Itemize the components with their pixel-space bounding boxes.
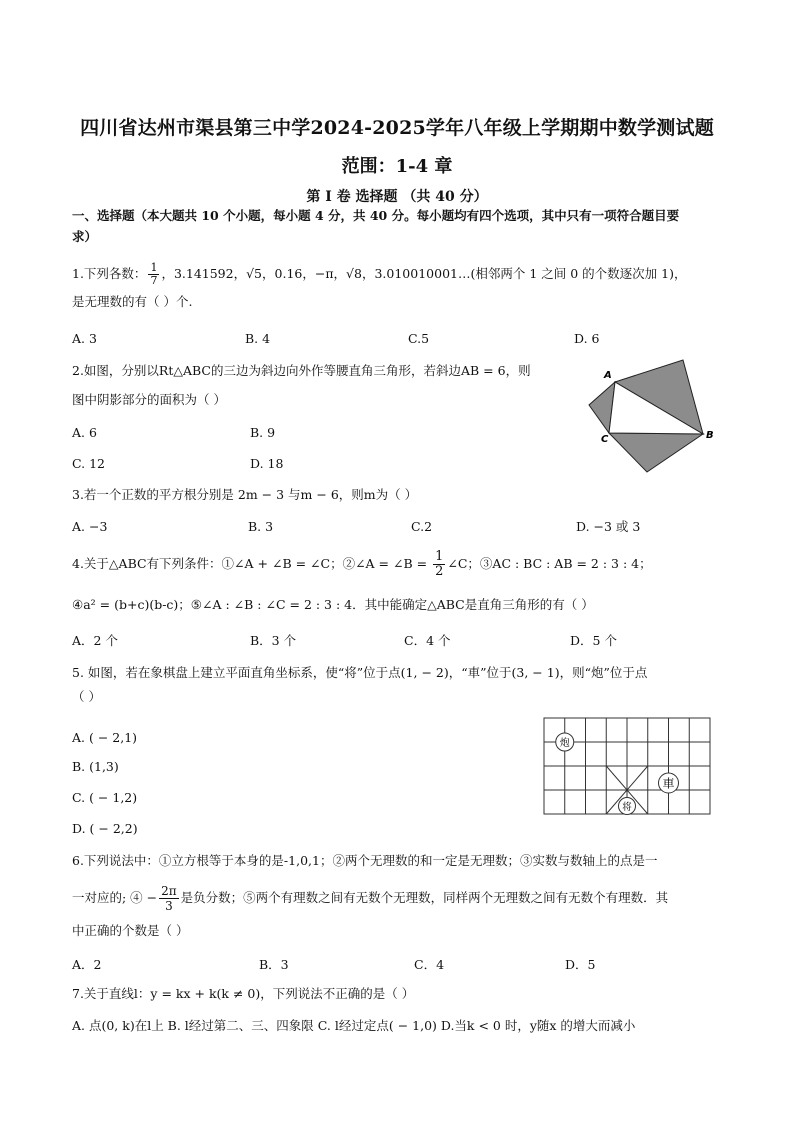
q1-stem-line2: 是无理数的有（ ）个. [72,294,193,309]
q6-option-c: C．4 [414,957,445,972]
q2-option-b: B. 9 [250,425,276,440]
page-title: 四川省达州市渠县第三中学2024-2025学年八年级上学期期中数学测试题 [80,117,714,139]
q1-option-a: A. 3 [72,331,97,346]
q4-option-a: A．2 个 [72,633,118,648]
q2-stem-line2: 图中阴影部分的面积为（ ） [72,392,226,407]
section-instructions-line2: 求） [72,229,98,244]
q1-fraction [148,262,159,287]
q6-fraction-numerator: 2π [161,884,177,898]
q1-prefix: 1.下列各数： [72,266,147,281]
q1-option-d: D. 6 [574,331,600,346]
q7-stem: 7.关于直线l：y = kx + k(k ≠ 0)，下列说法不正确的是（ ） [72,986,415,1001]
q6-part-a: 一对应的; ④ − [72,890,158,905]
q1-option-c: C.5 [408,331,430,346]
q2-option-a: A. 6 [72,425,97,440]
label-c: C [601,434,609,445]
q4-fraction-denominator: 2 [435,564,444,579]
q6-fraction-denominator: 3 [165,899,173,913]
q6-stem-line3: 中正确的个数是（ ） [72,923,189,938]
q5-option-b: B. (1,3) [72,759,119,774]
q1-mid2: ，0.16，−π， [262,266,347,281]
q4-option-c: C．4 个 [404,633,451,648]
q5-option-c: C. ( − 1,2) [72,790,138,805]
volume-heading: 第 I 卷 选择题 （共 40 分） [306,189,488,205]
q1-stem-line1 [72,262,686,287]
q4-option-d: D．5 个 [570,633,617,648]
q3-stem: 3.若一个正数的平方根分别是 2m − 3 与m − 6，则m为（ ） [72,487,418,502]
q6-option-a: A．2 [72,957,102,972]
q5-stem-line1: 5. 如图，若在象棋盘上建立平面直角坐标系，使“将”位于点(1, − 2)，“車”位于(3, − 1)，则“炮”位于点 [72,665,648,680]
square-on-bc [609,433,703,472]
q5-option-d: D. ( − 2,2) [72,821,138,836]
jiang-label: 将 [622,802,632,813]
q6-part-b: 是负分数；⑤两个有理数之间有无数个无理数，同样两个无理数之间有无数个有理数．其 [180,890,669,905]
section-instructions-line1: 一、选择题（本大题共 10 个小题，每小题 4 分，共 40 分。每小题均有四个选项，其中只有一项符合题目要 [72,208,680,223]
q6-stem-line1: 6.下列说法中：①立方根等于本身的是-1,0,1；②两个无理数的和一定是无理数；③实数与数轴上的点是一 [72,853,658,868]
q6-option-b: B．3 [259,957,289,972]
q4-option-b: B．3 个 [250,633,297,648]
q6-stem-line2 [72,884,668,913]
q2-triangle-figure [585,358,725,480]
q4-fraction-numerator: 1 [435,549,444,564]
q1-fraction-numerator: 1 [150,261,158,274]
q4-fraction [433,550,445,579]
q1-option-b: B. 4 [245,331,271,346]
label-a: A [604,370,612,381]
q5-stem-line2: （ ） [72,689,101,704]
q1-sqrt5: √5 [246,266,263,281]
q3-option-d: D. −3 或 3 [576,519,641,534]
q3-option-c: C.2 [411,519,433,534]
pao-label: 炮 [559,738,570,749]
q6-fraction [159,884,179,913]
q1-sqrt8: √8 [346,266,362,281]
q1-fraction-denominator: 7 [150,274,158,287]
q1-mid: ，3.141592， [161,266,247,281]
q7-options-line: A. 点(0, k)在l上 B. l经过第二、三、四象限 C. l经过定点( − 1,0) D.当k < 0 时，y随x 的增大而减小 [72,1018,636,1033]
q4-stem-line1 [72,550,652,579]
q4-part-a: 4.关于△ABC有下列条件：①∠A + ∠B = ∠C；②∠A = ∠B = [72,556,432,571]
q1-tail: ，3.010010001…(相邻两个 1 之间 0 的个数逐次加 1)， [361,266,687,281]
q5-chessboard-figure [542,716,714,818]
q3-option-a: A. −3 [72,519,108,534]
q3-option-b: B. 3 [248,519,274,534]
label-b: B [706,430,714,441]
che-label: 車 [662,776,675,791]
q4-part-b: ∠C；③AC : BC : AB = 2 : 3 : 4； [447,556,652,571]
q5-option-a: A. ( − 2,1) [72,730,138,745]
q4-stem-line2: ④a² = (b+c)(b-c)；⑤∠A : ∠B : ∠C = 2 : 3 : 4．其中能确定△ABC是直角三角形的有（ ） [72,597,594,612]
scope-subtitle: 范围：1-4 章 [341,156,453,177]
q2-stem-line1: 2.如图，分别以Rt△ABC的三边为斜边向外作等腰直角三角形，若斜边AB = 6，则 [72,363,531,378]
q2-option-c: C. 12 [72,456,105,471]
q2-option-d: D. 18 [250,456,284,471]
q6-option-d: D．5 [565,957,596,972]
